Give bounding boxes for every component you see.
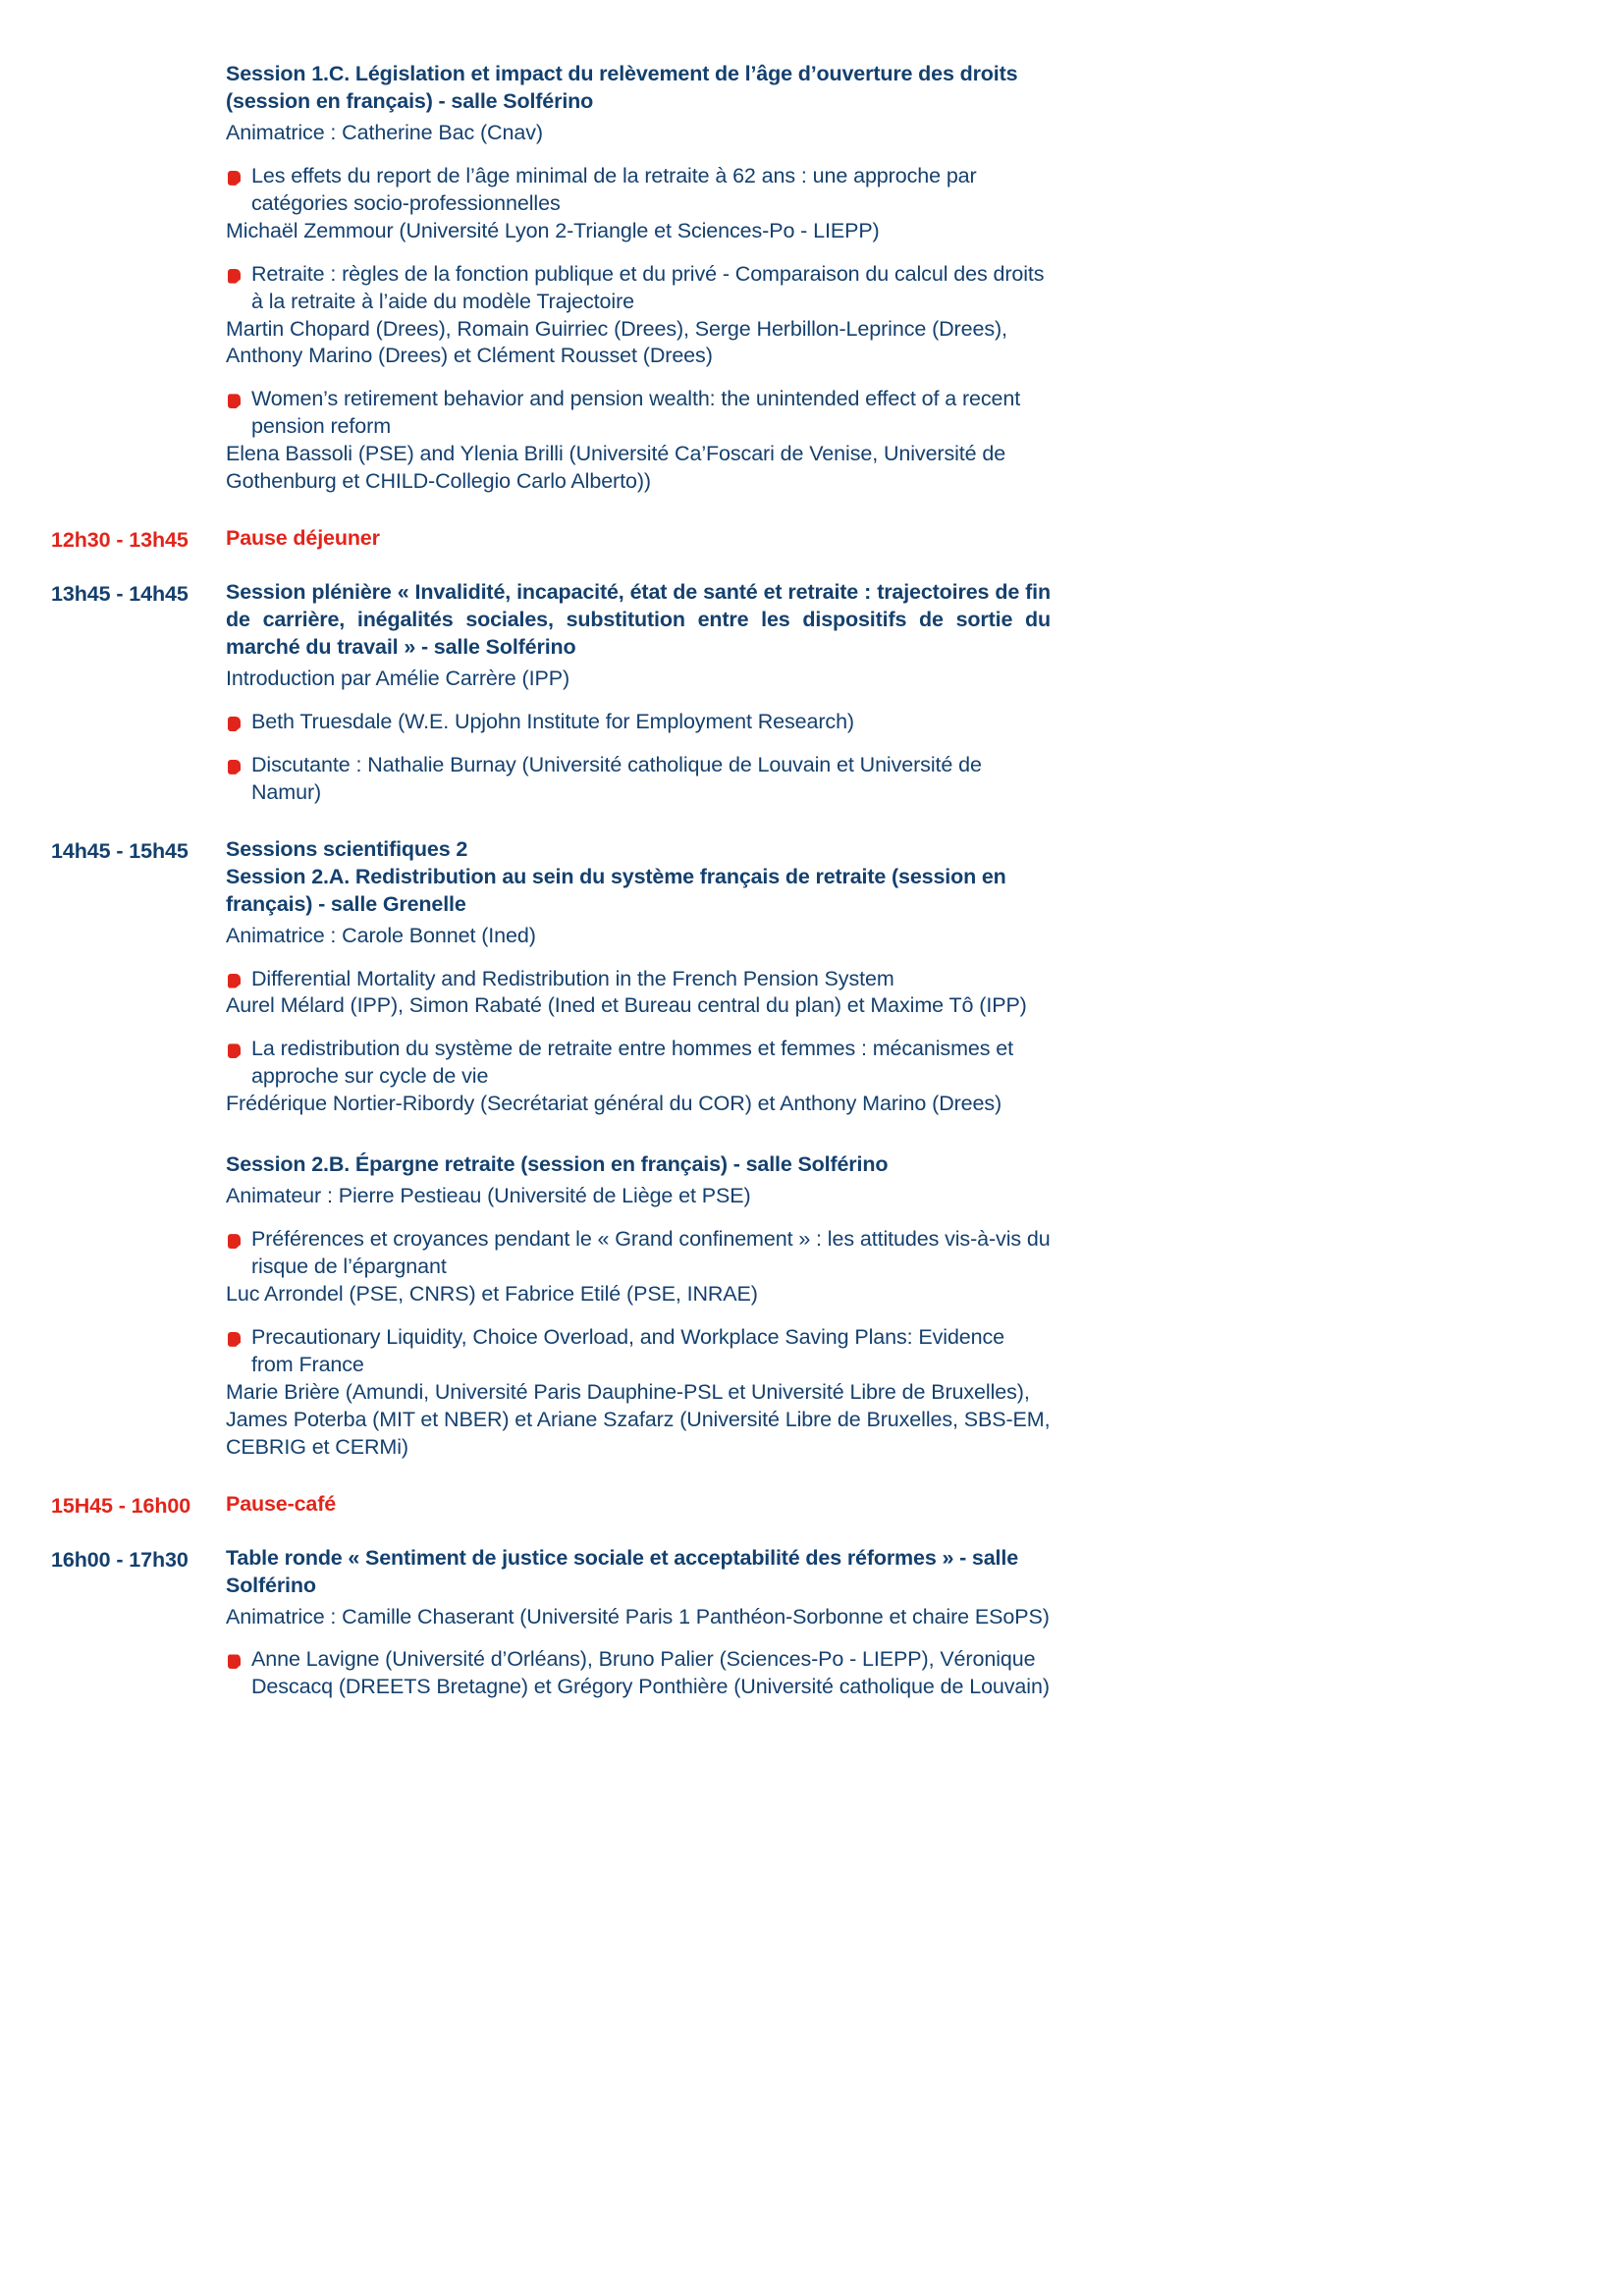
session-moderator-2a: Animatrice : Carole Bonnet (Ined) xyxy=(226,923,536,947)
paper-title: Discutante : Nathalie Burnay (Université catholique de Louvain et Université de Namur) xyxy=(251,752,982,804)
row-spacer xyxy=(51,1462,1547,1491)
session-moderator-2b: Animateur : Pierre Pestieau (Université de Liège et PSE) xyxy=(226,1184,751,1208)
paper-item xyxy=(226,1226,1051,1281)
red-pentagon-bullet-icon xyxy=(228,974,241,988)
row-spacer xyxy=(51,807,1547,836)
session-body-session-pleniere xyxy=(226,579,1051,807)
paper-item xyxy=(226,1324,1051,1379)
session-body-pause-cafe xyxy=(226,1491,1051,1519)
paper-authors: Michaël Zemmour (Université Lyon 2-Triangle et Sciences-Po - LIEPP) xyxy=(226,218,880,242)
time-label-table-ronde: 16h00 - 17h30 xyxy=(51,1547,189,1572)
paper-title: La redistribution du système de retraite entre hommes et femmes : mécanismes et approche sur cycle de vie xyxy=(251,1037,1013,1089)
paper-item xyxy=(226,752,1051,807)
time-label-sessions-scientifiques-2: 14h45 - 15h45 xyxy=(51,838,189,863)
session-body-table-ronde xyxy=(226,1545,1051,1702)
session-title-table-ronde: Table ronde « Sentiment de justice sociale et acceptabilité des réformes » - salle Solférino xyxy=(226,1545,1018,1597)
paper-title: Anne Lavigne (Université d’Orléans), Bruno Palier (Sciences-Po - LIEPP), Véronique Descacq (DREETS Bretagne) et Grégory Ponthière (Université catholique de Louvain) xyxy=(251,1647,1050,1699)
red-pentagon-bullet-icon xyxy=(228,1234,241,1249)
row-spacer xyxy=(51,496,1547,525)
paper-item xyxy=(226,1036,1051,1091)
time-label-session-1c xyxy=(51,61,226,63)
schedule-row-table-ronde xyxy=(51,1545,1547,1702)
row-spacer xyxy=(51,1520,1547,1545)
session-title-2b: Session 2.B. Épargne retraite (session en français) - salle Solférino xyxy=(226,1152,889,1177)
schedule-row-pause-cafe xyxy=(51,1491,1547,1520)
red-pentagon-bullet-icon xyxy=(228,1654,241,1669)
paper-title: Differential Mortality and Redistribution in the French Pension System xyxy=(251,966,894,990)
red-pentagon-bullet-icon xyxy=(228,1043,241,1058)
schedule-row-session-1c xyxy=(51,61,1547,496)
session-title-2a: Session 2.A. Redistribution au sein du système français de retraite (session en français) - salle Grenelle xyxy=(226,864,1006,916)
session-body-sessions-scientifiques-2 xyxy=(226,836,1051,1462)
paper-authors: Martin Chopard (Drees), Romain Guirriec (Drees), Serge Herbillon-Leprince (Drees), Anthony Marino (Drees) et Clément Rousset (Drees) xyxy=(226,316,1007,368)
session-moderator-pleniere: Introduction par Amélie Carrère (IPP) xyxy=(226,667,570,691)
paper-authors: Elena Bassoli (PSE) and Ylenia Brilli (Université Ca’Foscari de Venise, Université de Gothenburg et CHILD-Collegio Carlo Alberto)) xyxy=(226,442,1006,494)
session-group-title: Sessions scientifiques 2 xyxy=(226,836,468,861)
paper-item xyxy=(226,386,1051,441)
session-title-pause-dejeuner: Pause déjeuner xyxy=(226,526,380,551)
red-pentagon-bullet-icon xyxy=(228,760,241,774)
paper-item xyxy=(226,1646,1051,1701)
paper-title: Beth Truesdale (W.E. Upjohn Institute for Employment Research) xyxy=(251,709,854,733)
red-pentagon-bullet-icon xyxy=(228,171,241,186)
session-body-pause-dejeuner xyxy=(226,525,1051,553)
paper-item xyxy=(226,966,1051,993)
paper-authors: Aurel Mélard (IPP), Simon Rabaté (Ined et Bureau central du plan) et Maxime Tô (IPP) xyxy=(226,993,1027,1018)
schedule-list xyxy=(51,61,1547,1701)
session-moderator-table-ronde: Animatrice : Camille Chaserant (Université Paris 1 Panthéon-Sorbonne et chaire ESoPS) xyxy=(226,1604,1050,1629)
time-label-pause-cafe: 15H45 - 16h00 xyxy=(51,1493,191,1518)
session-title-pause-cafe: Pause-café xyxy=(226,1491,337,1516)
session-title-pleniere: Session plénière « Invalidité, incapacité, état de santé et retraite : trajectoires de fin de carrière, inégalités sociales, substitution entre les dispositifs de sortie du marché du travail » - salle Solférino xyxy=(226,580,1051,660)
time-label-pause-dejeuner: 12h30 - 13h45 xyxy=(51,528,189,553)
row-spacer xyxy=(51,554,1547,579)
sub-session-2b xyxy=(226,1151,1051,1461)
red-pentagon-bullet-icon xyxy=(228,1332,241,1347)
red-pentagon-bullet-icon xyxy=(228,269,241,284)
paper-item xyxy=(226,261,1051,316)
paper-title: Precautionary Liquidity, Choice Overload, and Workplace Saving Plans: Evidence from France xyxy=(251,1324,1005,1376)
schedule-row-session-pleniere xyxy=(51,579,1547,807)
paper-title: Préférences et croyances pendant le « Grand confinement » : les attitudes vis-à-vis du risque de l’épargnant xyxy=(251,1227,1051,1279)
red-pentagon-bullet-icon xyxy=(228,394,241,408)
paper-title: Retraite : règles de la fonction publique et du privé - Comparaison du calcul des droits à la retraite à l’aide du modèle Trajectoire xyxy=(251,261,1045,313)
paper-authors: Frédérique Nortier-Ribordy (Secrétariat général du COR) et Anthony Marino (Drees) xyxy=(226,1092,1002,1116)
time-label-session-pleniere: 13h45 - 14h45 xyxy=(51,582,189,607)
schedule-row-pause-dejeuner xyxy=(51,525,1547,554)
session-body-session-1c xyxy=(226,61,1051,496)
session-title-1c: Session 1.C. Législation et impact du relèvement de l’âge d’ouverture des droits (session en français) - salle Solférino xyxy=(226,62,1018,113)
paper-item xyxy=(226,709,1051,736)
paper-authors: Marie Brière (Amundi, Université Paris Dauphine-PSL et Université Libre de Bruxelles), James Poterba (MIT et NBER) et Ariane Szafarz (Université Libre de Bruxelles, SBS-EM, CEBRIG et CERMi) xyxy=(226,1379,1051,1459)
paper-title: Women’s retirement behavior and pension wealth: the unintended effect of a recent pension reform xyxy=(251,387,1021,439)
paper-authors: Luc Arrondel (PSE, CNRS) et Fabrice Etilé (PSE, INRAE) xyxy=(226,1281,758,1306)
session-moderator-1c: Animatrice : Catherine Bac (Cnav) xyxy=(226,120,543,144)
paper-title: Les effets du report de l’âge minimal de la retraite à 62 ans : une approche par catégories socio-professionnelles xyxy=(251,163,977,215)
schedule-row-sessions-scientifiques-2 xyxy=(51,836,1547,1462)
paper-item xyxy=(226,163,1051,218)
red-pentagon-bullet-icon xyxy=(228,717,241,731)
